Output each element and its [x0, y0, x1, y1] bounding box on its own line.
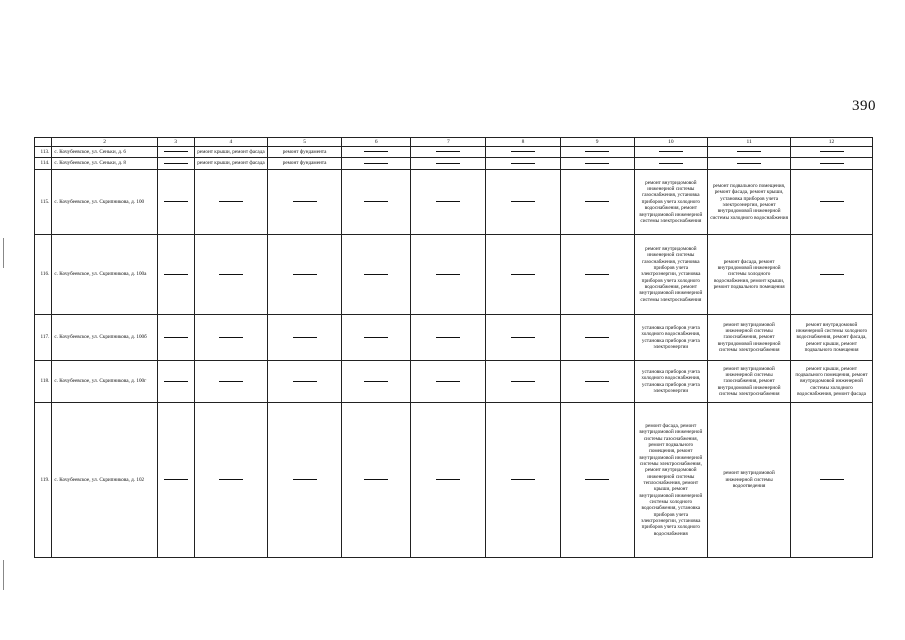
empty-dash [560, 403, 634, 558]
empty-dash [560, 315, 634, 361]
empty-dash [411, 403, 486, 558]
empty-dash [411, 361, 486, 403]
table-row [35, 315, 873, 361]
work-cell: ремонт крыши, ремонт фасада [194, 147, 268, 158]
row-number: 113. [35, 147, 52, 158]
page-number: 390 [852, 98, 876, 114]
empty-dash [341, 147, 411, 158]
work-cell: ремонт подвального помещения, ремонт фасада, ремонт крыши, установка приборов учета электроэнергии, ремонт внутридомовой инженерной системы холодного водоснабжения [708, 170, 791, 235]
empty-dash [157, 158, 194, 170]
empty-dash [486, 170, 561, 235]
header-cell: 2 [52, 138, 157, 147]
empty-dash [486, 315, 561, 361]
scan-edge-mark [3, 238, 4, 268]
address-cell: с. Кочубеевское, ул. Сеньки, д. 8 [52, 158, 157, 170]
work-cell: ремонт фундамента [268, 147, 342, 158]
header-cell: 3 [157, 138, 194, 147]
address-cell: с. Кочубеевское, ул. Скрипникова, д. 100г [52, 361, 157, 403]
header-cell: 8 [486, 138, 561, 147]
empty-dash [791, 235, 873, 315]
empty-dash [157, 403, 194, 558]
empty-dash [411, 158, 486, 170]
header-cell: 4 [194, 138, 268, 147]
work-cell: ремонт фасада, ремонт внутридомовой инженерной системы газоснабжения, ремонт подвального помещения, ремонт внутридомовой инженерной системы электроснабжения, ремонт внутридомовой инженерной системы теплоснабжения, ремонт крыши, ремонт внутридомовой инженерной системы холодного водоснабжения, установка приборов учета электроэнергии, установка приборов учета холодного водоснабжения [634, 403, 708, 558]
header-cell: 7 [411, 138, 486, 147]
empty-dash [634, 158, 708, 170]
header-cell: 12 [791, 138, 873, 147]
empty-dash [341, 170, 411, 235]
work-cell: ремонт внутридомовой инженерной системы холодного водоснабжения, ремонт фасада, ремонт крыши, ремонт подвального помещения [791, 315, 873, 361]
empty-dash [157, 361, 194, 403]
empty-dash [791, 147, 873, 158]
work-cell: ремонт фасада, ремонт внутридомовой инженерной системы холодного водоснабжения, ремонт крыши, ремонт подвального помещения [708, 235, 791, 315]
table-row [35, 170, 873, 235]
empty-dash [194, 315, 268, 361]
empty-dash [157, 170, 194, 235]
table-row [35, 147, 873, 158]
empty-dash [341, 158, 411, 170]
row-number: 114. [35, 158, 52, 170]
address-cell: с. Кочубеевское, ул. Скрипникова, д. 102 [52, 403, 157, 558]
empty-dash [560, 170, 634, 235]
empty-dash [157, 235, 194, 315]
empty-dash [486, 147, 561, 158]
address-cell: с. Кочубеевское, ул. Скрипникова, д. 100а [52, 235, 157, 315]
empty-dash [791, 158, 873, 170]
work-cell: ремонт внутридомовой инженерной системы газоснабжения, ремонт внутридомовой инженерной системы электроснабжения [708, 361, 791, 403]
row-number: 118. [35, 361, 52, 403]
empty-dash [194, 361, 268, 403]
empty-dash [341, 235, 411, 315]
header-cell: 5 [268, 138, 342, 147]
empty-dash [486, 158, 561, 170]
work-cell: ремонт внутридомовой инженерной системы газоснабжения, ремонт внутридомовой инженерной системы электроснабжения [708, 315, 791, 361]
empty-dash [157, 315, 194, 361]
empty-dash [791, 170, 873, 235]
empty-dash [194, 235, 268, 315]
scan-edge-mark [3, 560, 4, 590]
empty-dash [157, 147, 194, 158]
empty-dash [341, 403, 411, 558]
work-cell: ремонт внутридомовой инженерной системы водоотведения [708, 403, 791, 558]
work-cell: установка приборов учета холодного водоснабжения, установка приборов учета электроэнергии [634, 361, 708, 403]
empty-dash [268, 170, 342, 235]
address-cell: с. Кочубеевское, ул. Скрипникова, д. 100б [52, 315, 157, 361]
empty-dash [486, 361, 561, 403]
row-number: 115. [35, 170, 52, 235]
header-cell-empty [35, 138, 52, 147]
column-number-row [35, 138, 873, 147]
row-number: 116. [35, 235, 52, 315]
empty-dash [411, 147, 486, 158]
table-row [35, 403, 873, 558]
work-cell: ремонт внутридомовой инженерной системы газоснабжения, установка приборов учета электроэнергии, установка приборов учета холодного водоснабжения, ремонт внутридомовой инженерной системы электроснабжения [634, 235, 708, 315]
empty-dash [268, 315, 342, 361]
row-number: 117. [35, 315, 52, 361]
table-row [35, 158, 873, 170]
work-cell: ремонт внутридомовой инженерной системы газоснабжения, установка приборов учета холодного водоснабжения, ремонт внутридомовой инженерной системы электроснабжения [634, 170, 708, 235]
header-cell: 6 [341, 138, 411, 147]
empty-dash [411, 170, 486, 235]
empty-dash [560, 147, 634, 158]
repair-schedule-table [34, 137, 873, 558]
work-cell: ремонт крыши, ремонт фасада [194, 158, 268, 170]
header-cell: 10 [634, 138, 708, 147]
empty-dash [411, 235, 486, 315]
empty-dash [708, 158, 791, 170]
empty-dash [634, 147, 708, 158]
empty-dash [194, 170, 268, 235]
work-cell: ремонт крыши, ремонт подвального помещения, ремонт внутридомовой инженерной системы холодного водоснабжения, ремонт фасада [791, 361, 873, 403]
empty-dash [268, 361, 342, 403]
address-cell: с. Кочубеевское, ул. Сеньки, д. 6 [52, 147, 157, 158]
address-cell: с. Кочубеевское, ул. Скрипникова, д. 100 [52, 170, 157, 235]
empty-dash [268, 235, 342, 315]
header-cell: 9 [560, 138, 634, 147]
empty-dash [560, 158, 634, 170]
work-cell: установка приборов учета холодного водоснабжения, установка приборов учета электроэнергии [634, 315, 708, 361]
empty-dash [341, 361, 411, 403]
empty-dash [708, 147, 791, 158]
empty-dash [486, 235, 561, 315]
empty-dash [560, 235, 634, 315]
header-cell: 11 [708, 138, 791, 147]
table-row [35, 361, 873, 403]
empty-dash [791, 403, 873, 558]
empty-dash [486, 403, 561, 558]
table-row [35, 235, 873, 315]
row-number: 119. [35, 403, 52, 558]
empty-dash [194, 403, 268, 558]
work-cell: ремонт фундамента [268, 158, 342, 170]
empty-dash [268, 403, 342, 558]
empty-dash [341, 315, 411, 361]
empty-dash [560, 361, 634, 403]
empty-dash [411, 315, 486, 361]
